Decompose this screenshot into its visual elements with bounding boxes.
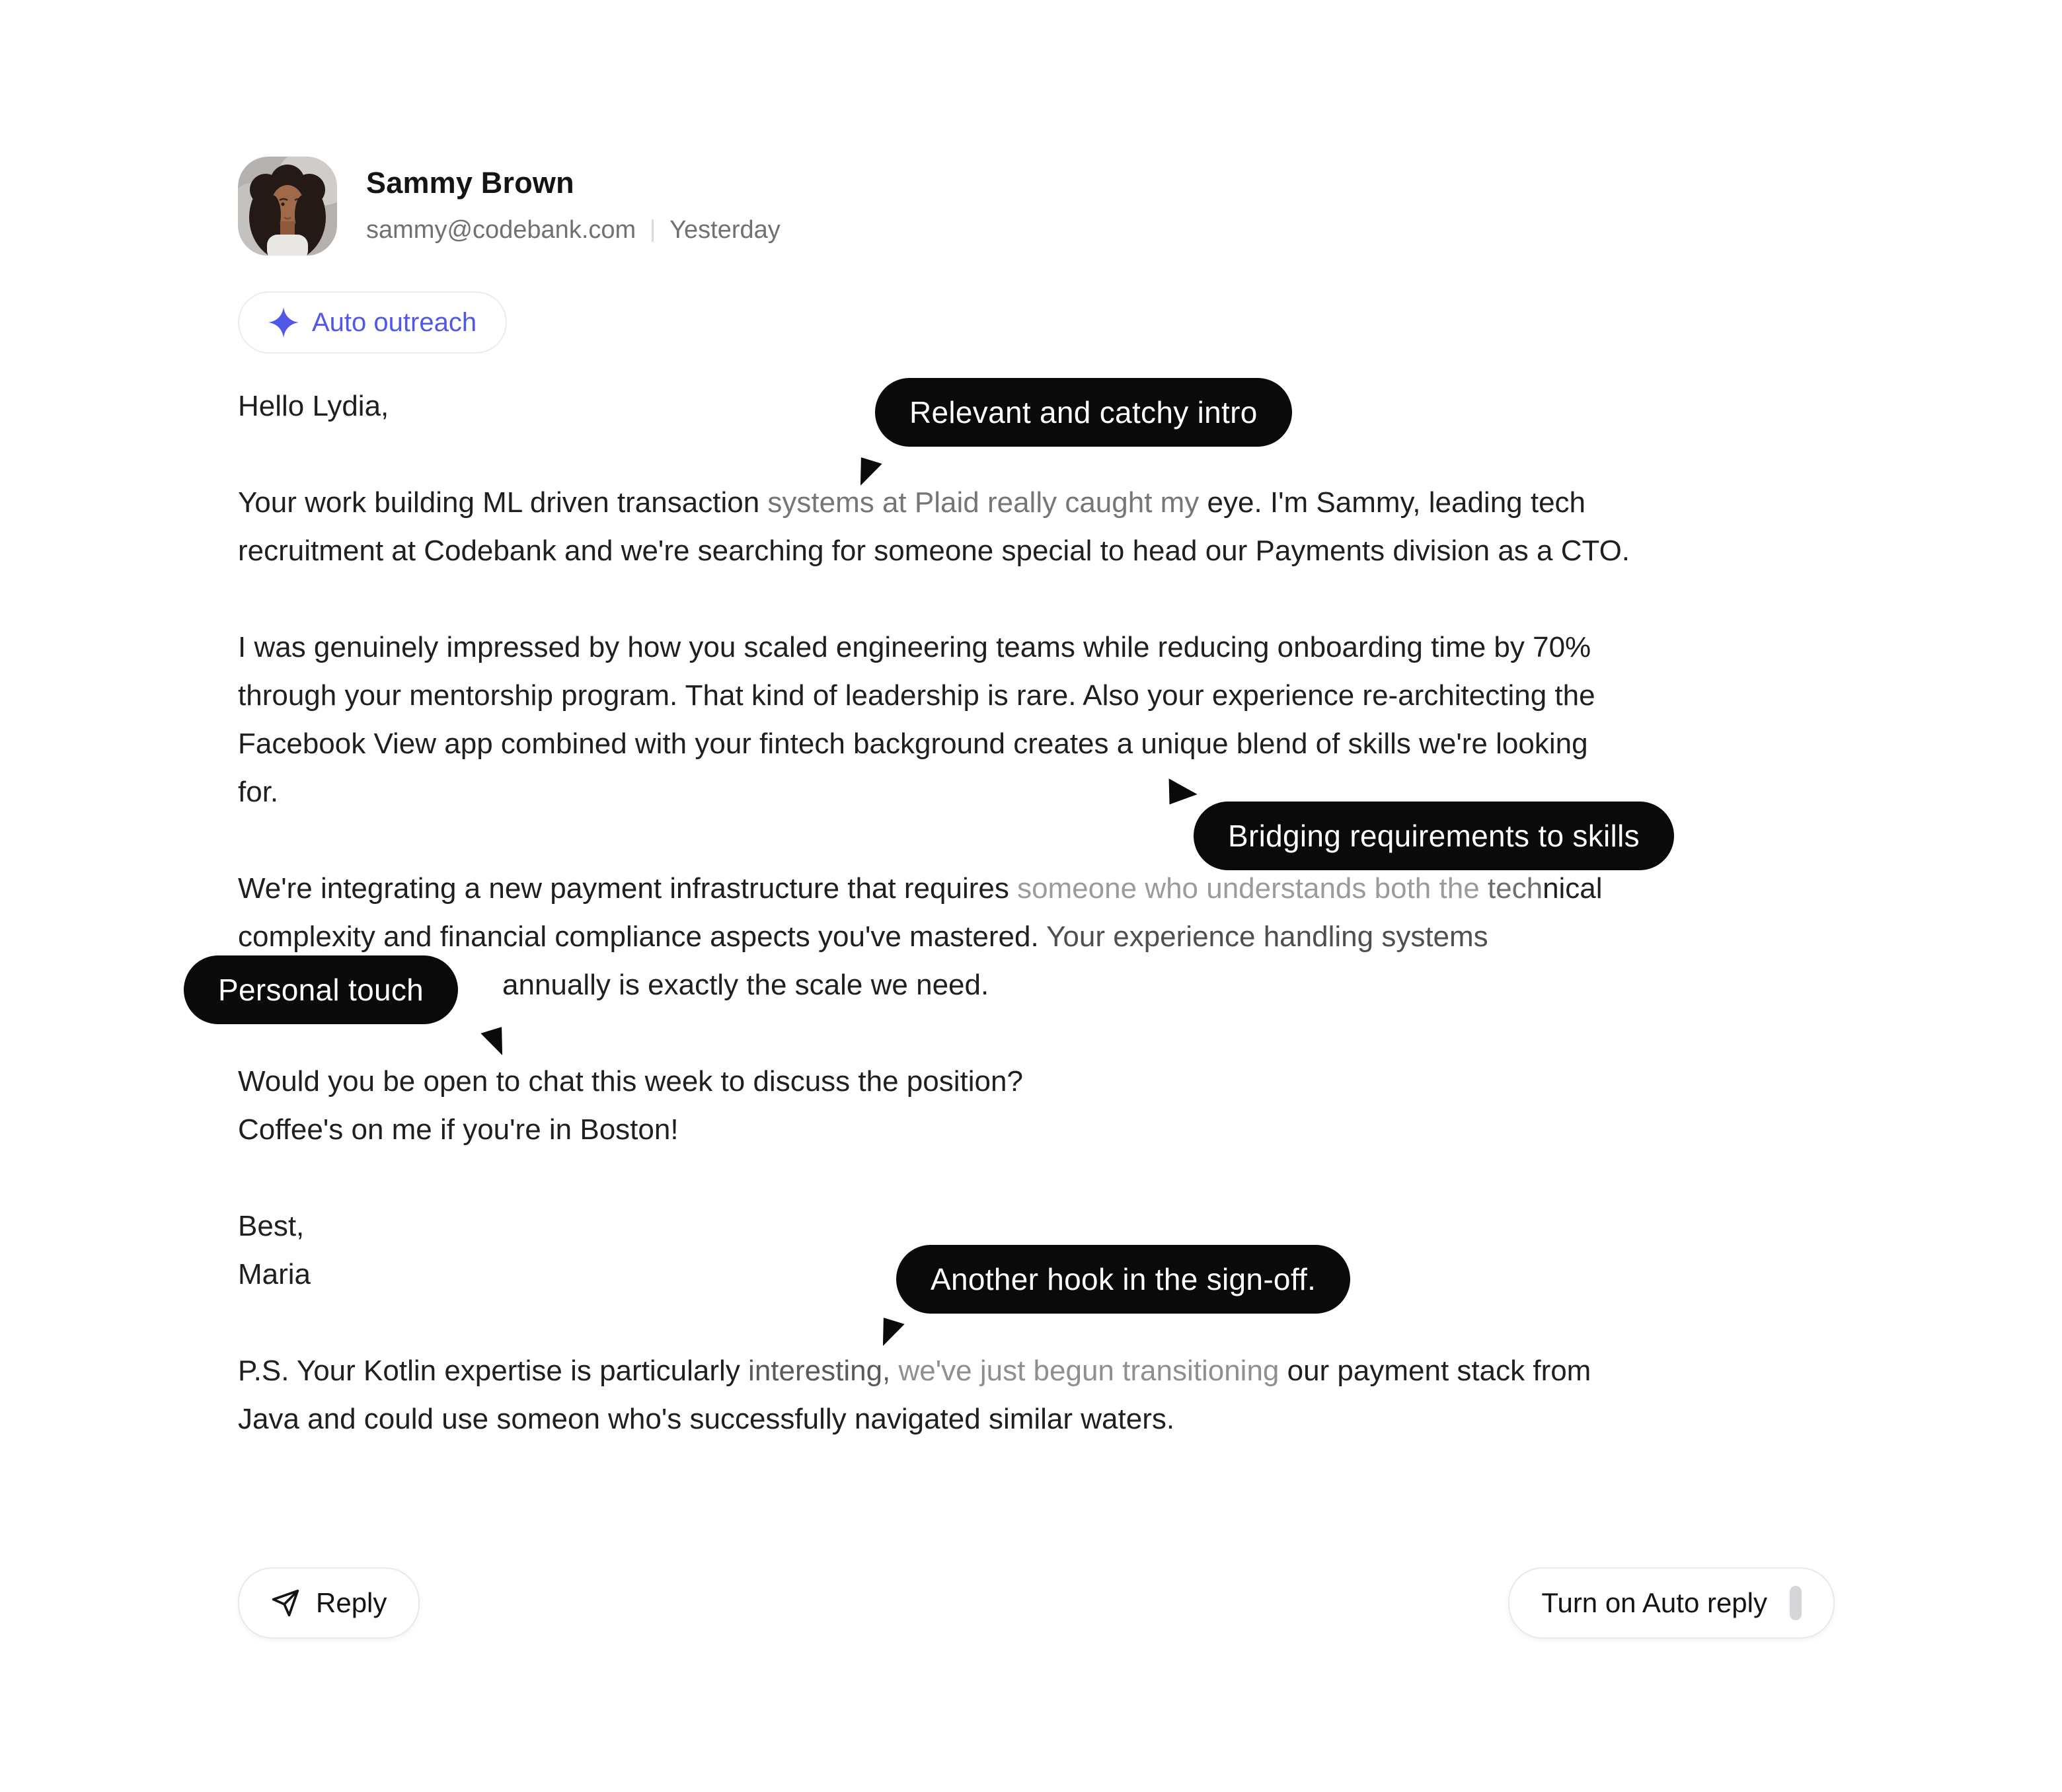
body-line xyxy=(238,671,1851,720)
body-text-segment: Java and could use someon who's successfully navigated similar waters. xyxy=(238,1403,1175,1435)
body-text-segment: systems at Plaid really caught my xyxy=(767,486,1207,519)
body-line xyxy=(238,1057,1851,1105)
body-text-segment: Best, xyxy=(238,1210,305,1242)
body-text-segment: Your work building ML driven transaction xyxy=(238,486,768,519)
annotation-bridging: Bridging requirements to skills xyxy=(1194,802,1674,870)
body-text-segment: P.S. Your Kotlin expertise is particularly xyxy=(238,1355,749,1387)
send-icon xyxy=(271,1588,300,1618)
body-text-segment: Would you be open to chat this week to discuss the position? xyxy=(238,1065,1023,1098)
body-text-segment: Maria xyxy=(238,1258,311,1290)
body-line xyxy=(238,1105,1851,1154)
body-text-segment: for. xyxy=(238,776,279,808)
reply-button-label: Reply xyxy=(316,1587,387,1618)
body-line xyxy=(238,1347,1851,1395)
sparkle-icon xyxy=(268,307,299,338)
avatar xyxy=(238,157,337,256)
auto-reply-toggle-handle xyxy=(1790,1586,1802,1620)
body-line xyxy=(238,913,1851,961)
body-text-segment: Hello Lydia, xyxy=(238,390,389,422)
body-text-segment: interesting, xyxy=(748,1355,899,1387)
auto-reply-button[interactable] xyxy=(1508,1567,1835,1639)
meta-divider xyxy=(652,219,654,242)
body-line xyxy=(238,864,1851,913)
body-text-segment: Your experience handling systems xyxy=(1046,920,1488,953)
body-text-segment: I was genuinely impressed by how you scaled engineering teams while reducing onboarding time by 70% xyxy=(238,631,1591,663)
body-line xyxy=(238,720,1851,768)
body-text-segment: Coffee's on me if you're in Boston! xyxy=(238,1113,679,1146)
reply-button[interactable] xyxy=(238,1567,420,1639)
sender-name: Sammy Brown xyxy=(366,166,574,200)
body-line xyxy=(238,1202,1851,1250)
body-text-segment: through your mentorship program. That kind of leadership is rare. Also your experience re-architecting the xyxy=(238,679,1595,712)
annotation-signoff-hook: Another hook in the sign-off. xyxy=(896,1245,1350,1314)
annotation-personal-touch: Personal touch xyxy=(184,955,458,1024)
body-line xyxy=(238,478,1851,527)
body-text-segment: our payment stack from xyxy=(1279,1355,1591,1387)
body-text-segment: tech xyxy=(1487,872,1543,905)
body-line xyxy=(238,623,1851,671)
body-text-segment: We're integrating a new payment infrastructure that requires xyxy=(238,872,1018,905)
body-text-segment: eye. I'm Sammy, leading tech xyxy=(1207,486,1586,519)
body-text-segment: recruitment at Codebank and we're searching for someone special to head our Payments division as a CTO. xyxy=(238,535,1630,567)
body-line xyxy=(238,1154,1851,1202)
body-line xyxy=(238,961,1851,1009)
body-text-segment: annually is exactly the scale we need. xyxy=(502,969,989,1001)
body-text-segment: Facebook View app combined with your fintech background creates a unique blend of skills we're looking xyxy=(238,728,1588,760)
body-line xyxy=(238,1395,1851,1443)
body-text-segment: we've just begun transitioning xyxy=(898,1355,1279,1387)
body-text-segment: complexity and financial compliance aspects you've mastered. xyxy=(238,920,1047,953)
annotation-intro: Relevant and catchy intro xyxy=(875,378,1292,447)
body-line xyxy=(238,1009,1851,1057)
sender-header xyxy=(238,157,781,256)
body-line xyxy=(238,575,1851,623)
sender-email: sammy@codebank.com xyxy=(366,216,636,244)
body-text-segment: someone who understands both the xyxy=(1017,872,1488,905)
body-line xyxy=(238,527,1851,575)
auto-reply-button-label: Turn on Auto reply xyxy=(1541,1587,1767,1618)
auto-outreach-badge[interactable] xyxy=(238,291,507,354)
message-timestamp: Yesterday xyxy=(669,216,781,244)
auto-outreach-label: Auto outreach xyxy=(312,307,477,337)
body-text-segment: nical xyxy=(1543,872,1603,905)
